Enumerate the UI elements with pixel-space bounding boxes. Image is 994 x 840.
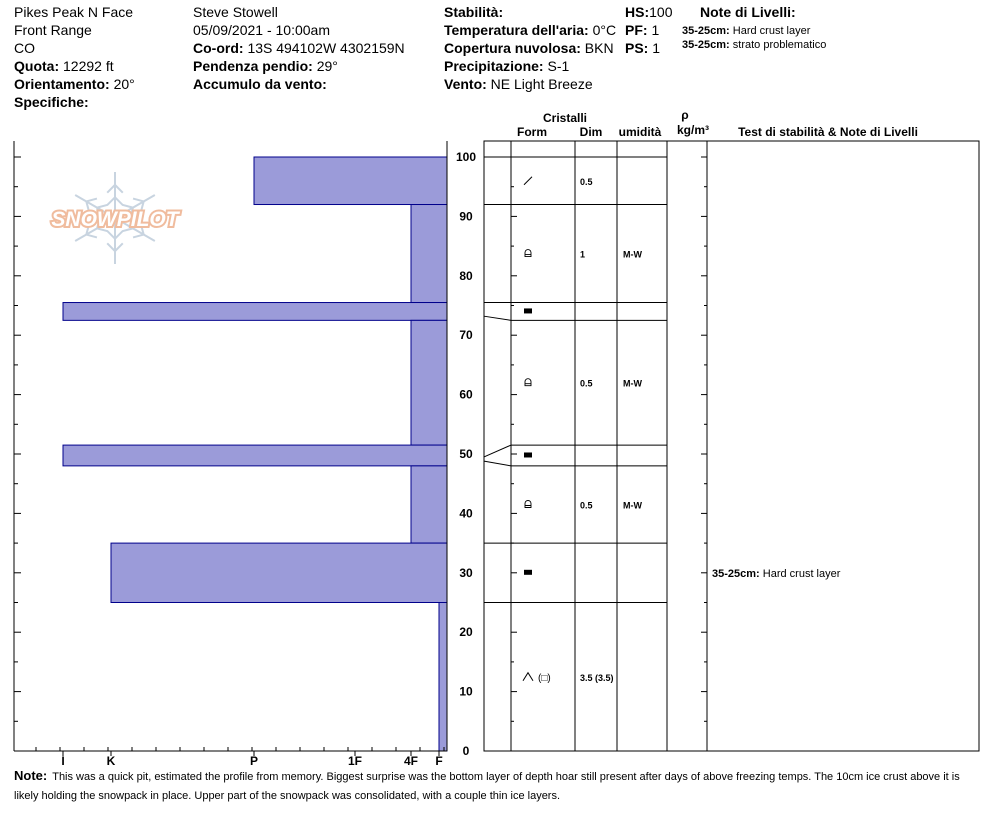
ps-value: 1	[652, 40, 661, 56]
location: Pikes Peak N Face	[14, 4, 134, 20]
secondary-form-symbol: (□)	[538, 672, 551, 684]
layer-note-text: strato problematico	[732, 39, 827, 51]
grain-size: 3.5 (3.5)	[580, 672, 614, 683]
col-kgm3: kg/m³	[676, 123, 710, 137]
grain-size: 0.5	[580, 176, 593, 187]
moisture-value: M-W	[623, 500, 642, 511]
layer-note-text: Hard crust layer	[732, 25, 811, 37]
wind-loading-label: Accumulo da vento:	[193, 76, 327, 92]
snowflake-branch	[107, 231, 115, 239]
snowpilot-logo	[51, 172, 180, 264]
datetime: 05/09/2021 - 10:00am	[193, 22, 330, 38]
y-tick-label: 90	[459, 209, 473, 224]
snowflake-branch	[133, 235, 144, 238]
x-tick-label: 1F	[347, 754, 363, 765]
snowflake-branch	[115, 231, 123, 239]
ice-symbol-icon	[524, 452, 532, 457]
ps-label: PS:	[625, 40, 649, 56]
aspect-value: 20°	[113, 76, 135, 92]
x-tick-label: I	[61, 754, 65, 765]
specifics-label: Specifiche:	[14, 94, 89, 110]
note-text: This was a quick pit, estimated the profile from memory. Biggest surprise was the bottom layer of depth hoar still present after days of above freezing temps. The 10cm ice crust above it is likely holding the snowpack in place. Upper part of the snowpack was consolidated, with a couple thin ice layers.	[14, 771, 960, 802]
hardness-bar	[439, 603, 447, 752]
hardness-bar	[63, 303, 447, 321]
hardness-bar	[411, 466, 447, 543]
facet-symbol-icon	[525, 500, 531, 507]
y-tick-label: 10	[459, 684, 473, 699]
aspect-label: Orientamento:	[14, 76, 110, 92]
facet-symbol-icon	[525, 379, 531, 386]
state: CO	[14, 40, 35, 56]
wind-label: Vento:	[444, 76, 487, 92]
slope-label: Pendenza pendio:	[193, 58, 313, 74]
snowflake-branch	[107, 185, 115, 193]
ice-connector	[484, 316, 511, 320]
grain-size: 0.5	[580, 500, 593, 511]
ice-symbol-icon	[524, 308, 532, 313]
layer-note-range: 35-25cm:	[682, 25, 730, 37]
hs-label: HS:	[625, 4, 650, 20]
col-rho: ρ	[681, 108, 689, 122]
air-temp-value: 0°C	[592, 22, 617, 38]
y-tick-label: 20	[459, 625, 473, 640]
wind-value: NE Light Breeze	[490, 76, 593, 92]
col-tests: Test di stabilità & Note di Livelli	[738, 125, 918, 139]
test-notes	[712, 568, 841, 580]
grain-size: 1	[580, 249, 586, 260]
snowflake-branch	[107, 197, 115, 205]
y-tick-label: 80	[459, 268, 473, 283]
x-tick-label: 4F	[403, 754, 419, 765]
stability-label: Stabilità:	[444, 4, 504, 20]
x-tick-label: K	[106, 754, 116, 765]
hs-value: 100	[649, 4, 673, 20]
sky-label: Copertura nuvolosa:	[444, 40, 581, 56]
y-tick-label: 60	[459, 387, 473, 402]
test-note-text: Hard crust layer	[762, 567, 841, 580]
layer-grid	[484, 141, 979, 751]
sky-value: BKN	[584, 40, 614, 56]
depth-hoar-symbol-icon	[523, 673, 533, 681]
elevation-value: 12292 ft	[63, 58, 114, 74]
layer-cells	[523, 177, 642, 684]
snowflake-branch	[86, 199, 97, 202]
range: Front Range	[14, 22, 92, 38]
note-label: Note:	[14, 768, 48, 783]
snowflake-branch	[115, 185, 123, 193]
hardness-bar	[111, 543, 447, 602]
ice-connector	[484, 445, 511, 457]
snowflake-branch	[133, 199, 144, 202]
y-tick-label: 70	[459, 328, 473, 343]
col-cristalli: Cristalli	[542, 111, 588, 125]
test-note-range: 35-25cm:	[712, 567, 763, 580]
moisture-value: M-W	[623, 249, 642, 260]
hardness-bar	[254, 157, 447, 205]
snowflake-branch	[107, 243, 115, 251]
footer-note	[14, 766, 980, 806]
y-tick-label: 100	[455, 150, 477, 164]
pf-value: 1	[651, 22, 660, 38]
x-tick-label: P	[249, 754, 259, 765]
x-tick-label: F	[435, 754, 443, 765]
ice-symbol-icon	[524, 570, 532, 575]
form-symbol-icon	[524, 177, 532, 185]
test-note	[712, 568, 841, 580]
slope-value: 29°	[316, 58, 338, 74]
pf-label: PF:	[625, 22, 648, 38]
col-umidita: umidità	[618, 125, 662, 139]
y-tick-label: 40	[459, 506, 473, 521]
grain-size: 0.5	[580, 378, 593, 389]
col-form: Form	[517, 125, 547, 139]
coord-value: 13S 494102W 4302159N	[247, 40, 405, 56]
table-frame	[484, 141, 979, 751]
facet-symbol-icon	[525, 250, 531, 257]
snowflake-branch	[115, 243, 123, 251]
hardness-bar	[63, 445, 447, 466]
snowflake-branch	[86, 235, 97, 238]
y-tick-label: 30	[459, 565, 473, 580]
y-tick-label: 50	[459, 447, 473, 461]
col-dim: Dim	[579, 125, 603, 139]
ice-connector	[484, 461, 511, 466]
elevation-label: Quota:	[14, 58, 60, 74]
observer: Steve Stowell	[193, 4, 278, 20]
precip-value: S-1	[547, 58, 570, 74]
hardness-bar	[411, 205, 447, 303]
coord-label: Co-ord:	[193, 40, 244, 56]
y-tick-label: 0	[462, 744, 470, 758]
logo-text: SNOWPILOT	[51, 208, 179, 231]
precip-label: Precipitazione:	[444, 58, 544, 74]
layer-note-range: 35-25cm:	[682, 39, 730, 51]
height-axis	[456, 150, 476, 758]
air-temp-label: Temperatura dell'aria:	[444, 22, 589, 38]
moisture-value: M-W	[623, 378, 642, 389]
layer-notes-title: Note di Livelli:	[700, 4, 796, 20]
hardness-bar	[411, 320, 447, 445]
snowflake-branch	[115, 197, 123, 205]
